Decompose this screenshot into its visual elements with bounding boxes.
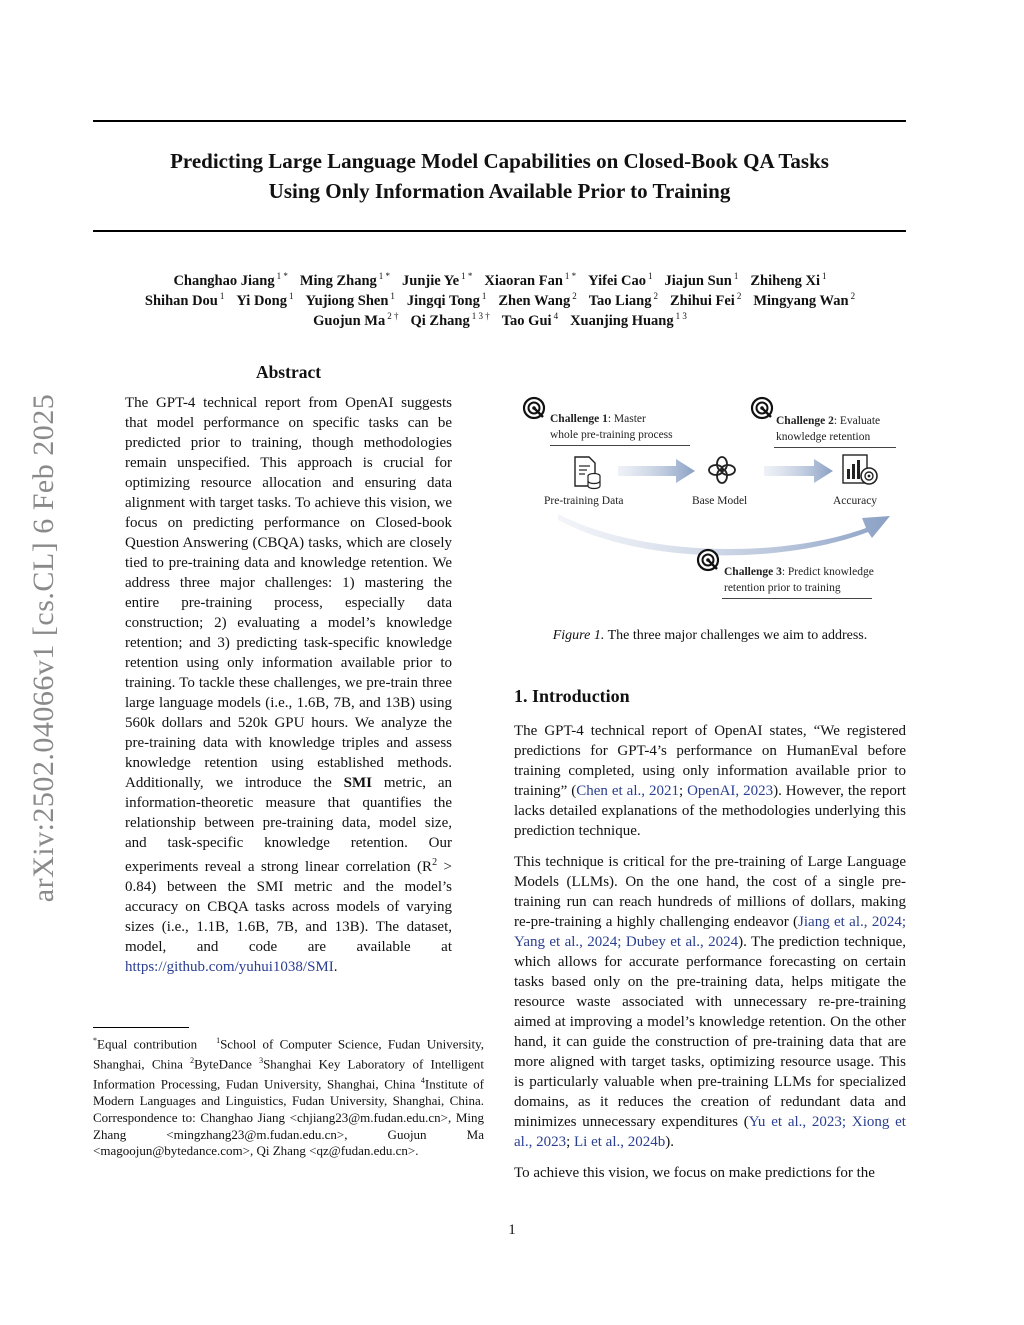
citation-li-2024b[interactable]: Li et al., 2024b — [574, 1134, 666, 1150]
pretraining-data-label: Pre-training Data — [544, 495, 624, 507]
author-name: Jiajun Sun $^1$ — [664, 271, 739, 289]
author-name: Xiaoran Fan $^{1 *}$ — [484, 271, 577, 289]
intro-paragraph-3: To achieve this vision, we focus on make predictions for the — [514, 1165, 875, 1181]
author-affiliation-sup: 1 — [289, 291, 294, 301]
author-name: Tao Liang $^2$ — [588, 291, 658, 309]
base-model-label: Base Model — [692, 495, 748, 507]
author-name: Xuanjing Huang $^{1 3}$ — [570, 311, 687, 329]
challenge-3-desc: retention prior to training — [724, 582, 841, 594]
author-name: Zhihui Fei $^2$ — [669, 291, 742, 309]
challenge-2-desc: knowledge retention — [776, 431, 871, 443]
author-line-1 — [80, 266, 920, 289]
affiliation-3: Shanghai Key Laboratory of Intelligent Information Processing, Fudan University, Shanghai, China — [93, 1056, 484, 1092]
arxiv-sidebar — [18, 365, 70, 930]
abstract-heading: Abstract — [255, 362, 322, 382]
target-icon — [750, 396, 774, 420]
paper-title-line-1: Predicting Large Language Model Capabilities on Closed-Book QA Tasks — [170, 149, 829, 173]
challenge-1-underline — [550, 445, 690, 446]
author-affiliation-sup: 1 * — [378, 271, 391, 281]
citation-yu-xiong-2023[interactable]: Yu et al., 2023; Xiong et al., 2023 — [514, 1114, 906, 1150]
author-affiliation-sup: 2 † — [387, 311, 399, 321]
fn-sup-2: 2 — [190, 1056, 195, 1066]
author-affiliation-sup: 2 — [572, 291, 577, 301]
fn-star: * — [93, 1036, 97, 1045]
footnote-rule — [93, 1027, 189, 1028]
arxiv-identifier: arXiv:2502.04066v1 [cs.CL] 6 Feb 2025 — [27, 393, 60, 902]
page-number: 1 — [508, 1222, 516, 1238]
author-name: Mingyang Wan $^2$ — [753, 291, 856, 309]
author-name: Shihan Dou $^1$ — [144, 291, 225, 309]
author-affiliation-sup: 1 3 — [675, 311, 687, 321]
challenge-2-underline — [774, 447, 896, 448]
intro-paragraph-1: The GPT-4 technical report of OpenAI states, “We registered predictions for GPT-4’s performance on HumanEval before training completed, using only information available prior to training” (Chen et al., 2021; OpenAI, 2023). However, the report lacks detailed explanations of the methodologies underlying this prediction technique. — [514, 723, 906, 839]
fn-sup-4: 4 — [420, 1076, 425, 1086]
paper-title-line-2: Using Only Information Available Prior to Training — [268, 179, 731, 203]
author-name: Changhao Jiang $^{1 *}$ — [173, 271, 288, 289]
r-squared-sup: 2 — [432, 857, 438, 868]
affiliation-1: School of Computer Science, Fudan University, Shanghai, China — [93, 1036, 484, 1072]
author-name: Yi Dong $^1$ — [236, 291, 294, 309]
challenge-3-underline — [722, 598, 872, 599]
code-link[interactable]: https://github.com/yuhui1038/SMI — [125, 959, 334, 975]
curved-arrow-icon — [554, 508, 894, 568]
introduction-body — [514, 721, 906, 1183]
author-affiliation-sup: 1 — [390, 291, 395, 301]
fn-sup-1: 1 — [216, 1036, 221, 1045]
author-name: Junjie Ye $^{1 *}$ — [402, 271, 473, 289]
author-affiliation-sup: 2 — [850, 291, 856, 301]
accuracy-label: Accuracy — [833, 495, 878, 507]
target-icon — [696, 548, 720, 572]
author-line-3 — [80, 306, 920, 329]
author-affiliation-sup: 2 — [736, 291, 742, 301]
author-affiliation-sup: 1 * — [564, 271, 577, 281]
smi-term: SMI — [343, 775, 372, 791]
caption-label: Figure 1. — [552, 628, 605, 643]
abstract-paragraph — [125, 393, 452, 977]
author-affiliation-sup: 4 — [553, 311, 559, 321]
base-model-icon — [706, 454, 738, 486]
author-name: Ming Zhang $^{1 *}$ — [299, 271, 391, 289]
challenge-1-label: Challenge 1: Master — [550, 413, 646, 425]
abstract-text-2: metric, an information-theoretic measure that quantifies the relationship between pre-training data, model size, and task-specific knowledge retention. Our experiments reveal a strong linear correlation (R — [125, 775, 452, 875]
equal-contribution: Equal contribution — [97, 1036, 198, 1052]
document-database-icon — [572, 456, 602, 490]
citation-jiang-yang-dubey-2024[interactable]: Jiang et al., 2024; Yang et al., 2024; Dubey et al., 2024 — [514, 914, 906, 950]
abstract-text-1: The GPT-4 technical report from OpenAI suggests that model performance on specific tasks can be predicted prior to training, though methodologies remain unspecified. This approach is crucial for optimizing resource allocation and ensuring data alignment with target tasks. To achieve this vision, we focus on predicting performance on Closed-book Question Answering (CBQA) tasks, which are closely tied to pre-training data and knowledge retention. We address three major challenges: 1) mastering the entire pre-training process, especially data construction; 2) evaluating a model’s knowledge retention; and 3) predicting task-specific knowledge retention using only information available prior to training. To tackle these challenges, we pre-train three large language models (i.e., 1.6B, 7B, and 13B) using 560k dollars and 520k GPU hours. We analyze the pre-training data with knowledge triples and assess knowledge retention using established methods. Additionally, we introduce the — [125, 395, 452, 791]
challenge-1-desc: whole pre-training process — [550, 429, 673, 441]
intro-paragraph-2: This technique is critical for the pre-training of Large Language Models (LLMs). On the one hand, the cost of a single pre-training run can reach hundreds of millions of dollars, making re-pre-training a highly challenging endeavor (Jiang et al., 2024; Yang et al., 2024; Dubey et al., 2024). The prediction technique, which allows for accurate performance forecasting on certain tasks based only on the pre-training data, helps mitigate the resource waste associated with unnecessary re-pre-training aimed at improving a model’s knowledge retention. On the other hand, it can guide the construction of pre-training data that are more aligned with target tasks, optimizing resource usage. This is particularly valuable when pre-training LLMs for specialized domains, as it reduces the creation of redundant data and minimizes unnecessary expenditures (Yu et al., 2023; Xiong et al., 2023; Li et al., 2024b). — [514, 854, 906, 1150]
author-name: Zhiheng Xi $^1$ — [750, 271, 827, 289]
figure-1-caption — [514, 628, 906, 644]
arrow-right-icon — [618, 458, 696, 484]
author-name: Guojun Ma $^{2 \dagger}$ — [313, 311, 399, 329]
author-affiliation-sup: 1 3 † — [471, 311, 490, 321]
author-name: Yujiong Shen $^1$ — [305, 291, 395, 309]
introduction-heading: 1. Introduction — [514, 686, 630, 706]
author-line-2 — [80, 286, 920, 309]
citation-chen-2021[interactable]: Chen et al., 2021 — [576, 783, 679, 799]
author-name: Tao Gui $^4$ — [501, 311, 559, 329]
author-affiliation-sup: 2 — [653, 291, 658, 301]
fn-sup-3: 3 — [259, 1056, 264, 1066]
affiliations-footnote — [93, 1033, 484, 1160]
abstract-text-3: > 0.84) between the SMI metric and the model’s accuracy on CBQA tasks across models of varying sizes (i.e., 1.1B, 1.6B, 7B, and 13B). The dataset, model, and code are available at — [125, 859, 452, 955]
challenge-2-label: Challenge 2: Evaluate — [776, 415, 881, 427]
author-affiliation-sup: 1 * — [276, 271, 288, 281]
author-affiliation-sup: 1 — [648, 271, 653, 281]
accuracy-chart-icon — [841, 452, 879, 488]
abstract-end: . — [333, 959, 338, 975]
figure-1 — [514, 390, 906, 610]
author-affiliation-sup: 1 — [481, 291, 487, 301]
author-name: Jingqi Tong $^1$ — [406, 291, 487, 309]
affiliation-2: ByteDance — [194, 1056, 260, 1072]
author-affiliation-sup: 1 * — [461, 271, 473, 281]
title-rule-top — [93, 120, 906, 122]
author-list — [80, 266, 920, 329]
affiliation-4: Institute of Modern Languages and Linguistics, Fudan University, Shanghai, China. Correspondence to: Changhao Jiang <chjiang23@m.fudan.edu.cn>, Ming Zhang <mingzhang23@m.fudan.edu.cn>, Guojun Ma <magoojun@bytedance.com>, Qi Zhang <qz@fudan.edu.cn>. — [93, 1076, 484, 1159]
title-rule-bottom — [93, 230, 906, 232]
author-name: Qi Zhang $^{1 3 \dagger}$ — [410, 311, 490, 329]
author-affiliation-sup: 1 — [733, 271, 739, 281]
author-name: Yifei Cao $^1$ — [588, 271, 653, 289]
arrow-right-icon — [764, 458, 834, 484]
author-affiliation-sup: 1 — [219, 291, 225, 301]
caption-text: The three major challenges we aim to address. — [604, 628, 868, 643]
author-affiliation-sup: 1 — [822, 271, 827, 281]
abstract-body — [125, 393, 452, 977]
citation-openai-2023[interactable]: OpenAI, 2023 — [687, 783, 774, 799]
challenge-3-label: Challenge 3: Predict knowledge — [724, 566, 874, 578]
target-icon — [522, 396, 546, 420]
author-name: Zhen Wang $^2$ — [498, 291, 577, 309]
